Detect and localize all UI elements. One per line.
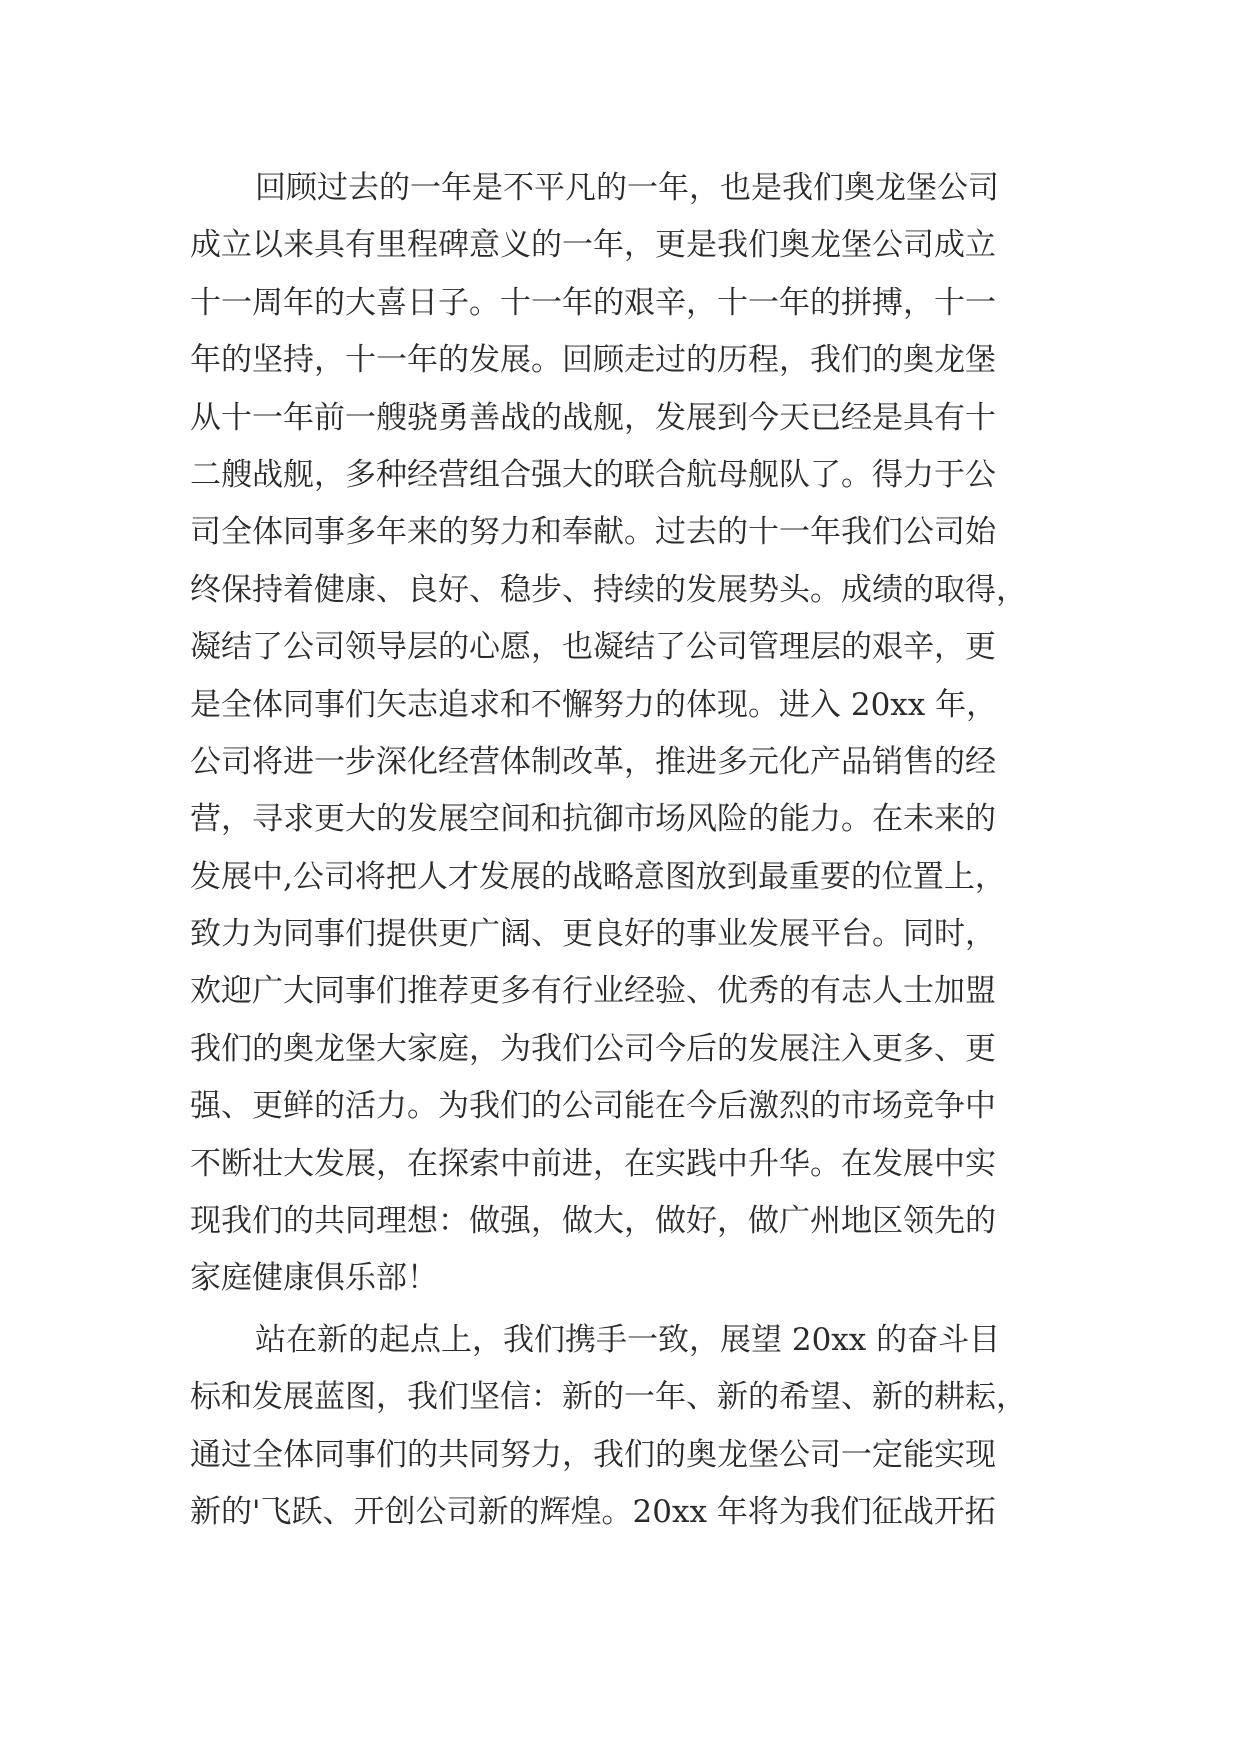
paragraph-line: 新的'飞跃、开创公司新的辉煌。20xx 年将为我们征战开拓 [190, 1493, 996, 1530]
paragraph-line: 致力为同事们提供更广阔、更良好的事业发展平台。同时， [190, 916, 996, 953]
paragraph-line: 我们的奥龙堡大家庭，为我们公司今后的发展注入更多、更 [190, 1030, 996, 1067]
paragraph-line: 欢迎广大同事们推荐更多有行业经验、优秀的有志人士加盟 [190, 973, 996, 1010]
paragraph-line: 年的坚持，十一年的发展。回顾走过的历程，我们的奥龙堡 [190, 342, 996, 379]
paragraph-line: 成立以来具有里程碑意义的一年，更是我们奥龙堡公司成立 [190, 227, 996, 264]
paragraph-line: 二艘战舰，多种经营组合强大的联合航母舰队了。得力于公 [190, 456, 996, 493]
paragraph-2 [190, 1312, 1060, 1542]
paragraph-line: 回顾过去的一年是不平凡的一年，也是我们奥龙堡公司 [255, 170, 999, 206]
paragraph-line: 通过全体同事们的共同努力，我们的奥龙堡公司一定能实现 [190, 1436, 996, 1473]
paragraph-line: 站在新的起点上，我们携手一致，展望 20xx 的奋斗目 [255, 1321, 1001, 1358]
paragraph-line: 凝结了公司领导层的心愿，也凝结了公司管理层的艰辛，更 [190, 629, 996, 666]
paragraph-line: 家庭健康俱乐部！ [190, 1260, 438, 1297]
paragraph-line: 发展中,公司将把人才发展的战略意图放到最重要的位置上， [190, 858, 1006, 895]
paragraph-line: 现我们的共同理想：做强，做大，做好，做广州地区领先的 [190, 1203, 996, 1240]
paragraph-line: 司全体同事多年来的努力和奉献。过去的十一年我们公司始 [190, 514, 996, 551]
paragraph-line: 营，寻求更大的发展空间和抗御市场风险的能力。在未来的 [190, 801, 996, 838]
paragraph-line: 终保持着健康、良好、稳步、持续的发展势头。成绩的取得， [190, 571, 1027, 608]
paragraph-line: 强、更鲜的活力。为我们的公司能在今后激烈的市场竞争中 [190, 1088, 996, 1125]
paragraph-line: 是全体同事们矢志追求和不懈努力的体现。进入 20xx 年， [190, 686, 998, 723]
paragraph-1 [190, 160, 1060, 1308]
document-body [190, 160, 1060, 1541]
paragraph-line: 十一周年的大喜日子。十一年的艰辛，十一年的拼搏，十一 [190, 284, 996, 321]
paragraph-line: 公司将进一步深化经营体制改革，推进多元化产品销售的经 [190, 743, 996, 780]
paragraph-line: 标和发展蓝图，我们坚信：新的一年、新的希望、新的耕耘， [190, 1379, 1027, 1416]
paragraph-line: 从十一年前一艘骁勇善战的战舰，发展到今天已经是具有十 [190, 399, 996, 436]
paragraph-line: 不断壮大发展，在探索中前进，在实践中升华。在发展中实 [190, 1145, 996, 1182]
